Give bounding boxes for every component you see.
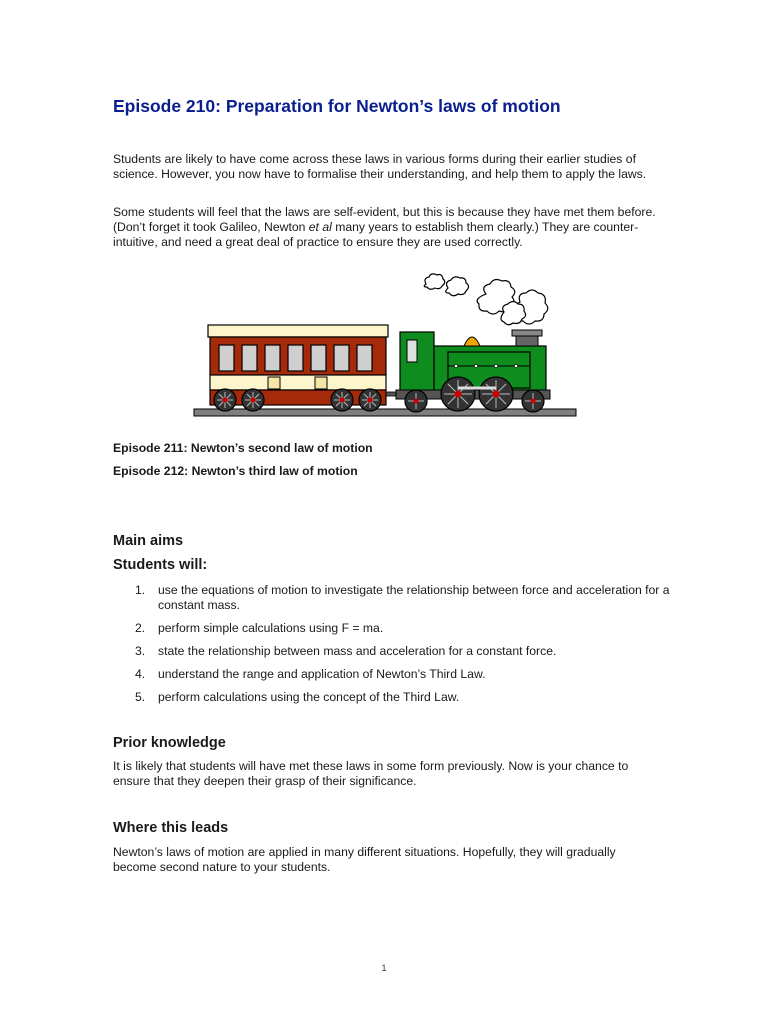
list-item [113,583,673,613]
list-item-number: 4. [135,667,146,681]
list-item-text: perform simple calculations using F = ma. [158,621,384,635]
episode-212-link: Episode 212: Newton’s third law of motion [113,464,358,478]
page-title: Episode 210: Preparation for Newton’s laws of motion [113,96,561,116]
list-item [113,644,673,659]
intro-paragraph-2 [113,205,658,250]
page-number: 1 [381,963,387,973]
list-item [113,621,673,636]
list-item-number: 5. [135,690,146,704]
where-this-leads-text: Newton’s laws of motion are applied in many different situations. Hopefully, they will gradually become second nature to your students. [113,845,616,874]
list-item-text: use the equations of motion to investigate the relationship between force and acceleration for a constant mass. [158,583,670,612]
list-item-text: state the relationship between mass and acceleration for a constant force. [158,644,557,658]
prior-knowledge-heading: Prior knowledge [113,735,226,751]
aims-list [113,583,673,713]
list-item-number: 2. [135,621,146,635]
intro-p2-italic: et al [308,220,332,234]
steam-train-illustration [190,272,580,422]
list-item-text: understand the range and application of Newton’s Third Law. [158,667,486,681]
list-item-number: 1. [135,583,146,597]
prior-knowledge-text: It is likely that students will have met these laws in some form previously. Now is your chance to ensure that they deepen their grasp of their significance. [113,759,629,788]
list-item [113,667,673,682]
intro-p2-end: many years to establish them clearly.) They are counter-intuitive, and need a great deal of practice to ensure they are used correctly. [113,220,639,249]
list-item-text: perform calculations using the concept of the Third Law. [158,690,460,704]
episode-211-link: Episode 211: Newton’s second law of motion [113,441,373,455]
intro-paragraph-1: Students are likely to have come across these laws in various forms during their earlier studies of science. However, you now have to formalise their understanding, and help them to apply the laws. [113,152,647,181]
main-aims-heading: Main aims [113,533,184,549]
where-this-leads-heading: Where this leads [113,820,229,836]
list-item-number: 3. [135,644,146,658]
intro-p2-start: Some students will feel that the laws are self-evident, but this is because they have met them before. (Don’t forget it took Galileo, Newton [113,205,656,234]
students-will-heading: Students will: [113,557,208,573]
list-item [113,690,673,705]
